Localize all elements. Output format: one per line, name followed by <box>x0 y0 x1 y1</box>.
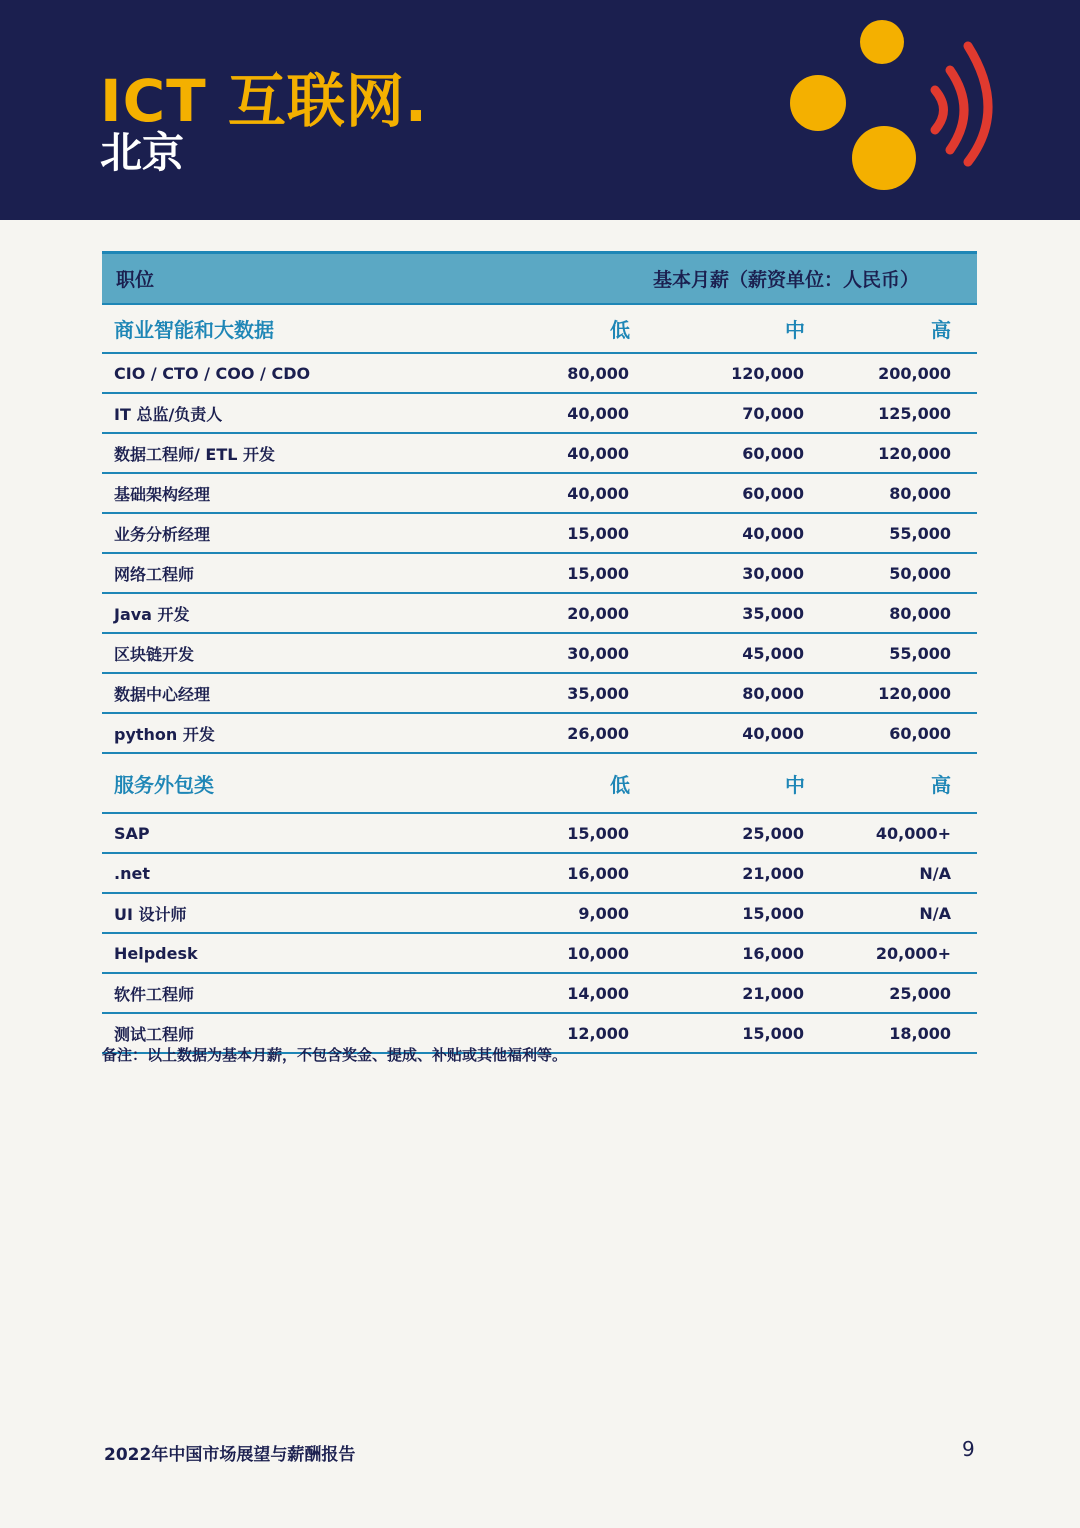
high-label: 高 <box>805 753 977 813</box>
salary-low: 20,000 <box>542 593 630 633</box>
mid-label: 中 <box>630 753 805 813</box>
salary-low: 15,000 <box>542 513 630 553</box>
salary-low: 14,000 <box>542 973 630 1013</box>
salary-low: 16,000 <box>542 853 630 893</box>
job-title: SAP <box>102 813 542 853</box>
low-label: 低 <box>542 753 630 813</box>
table-row <box>102 553 977 593</box>
salary-low: 40,000 <box>542 393 630 433</box>
header-banner <box>0 0 1080 220</box>
salary-high: 40,000+ <box>805 813 977 853</box>
salary-mid: 15,000 <box>630 893 805 933</box>
salary-high: N/A <box>805 893 977 933</box>
salary-mid: 60,000 <box>630 473 805 513</box>
table-header <box>102 253 977 305</box>
salary-low: 80,000 <box>542 353 630 393</box>
salary-high: 20,000+ <box>805 933 977 973</box>
salary-mid: 15,000 <box>630 1013 805 1053</box>
salary-mid: 45,000 <box>630 633 805 673</box>
job-title: python 开发 <box>102 713 542 753</box>
salary-mid: 120,000 <box>630 353 805 393</box>
salary-high: 80,000 <box>805 473 977 513</box>
salary-mid: 21,000 <box>630 973 805 1013</box>
job-title: 区块链开发 <box>102 633 542 673</box>
salary-high: 120,000 <box>805 433 977 473</box>
salary-high: 120,000 <box>805 673 977 713</box>
salary-high: 60,000 <box>805 713 977 753</box>
salary-high: 55,000 <box>805 513 977 553</box>
salary-low: 10,000 <box>542 933 630 973</box>
salary-mid: 40,000 <box>630 513 805 553</box>
salary-mid: 25,000 <box>630 813 805 853</box>
salary-high: 25,000 <box>805 973 977 1013</box>
table-row <box>102 673 977 713</box>
table-row <box>102 893 977 933</box>
salary-mid: 35,000 <box>630 593 805 633</box>
salary-mid: 40,000 <box>630 713 805 753</box>
salary-high: 200,000 <box>805 353 977 393</box>
job-title: 网络工程师 <box>102 553 542 593</box>
job-title: 数据中心经理 <box>102 673 542 713</box>
table-row <box>102 593 977 633</box>
salary-low: 40,000 <box>542 433 630 473</box>
table-row <box>102 853 977 893</box>
footnote: 备注：以上数据为基本月薪，不包含奖金、提成、补贴或其他福利等。 <box>102 1046 568 1064</box>
section-header-row <box>102 304 977 353</box>
mid-label: 中 <box>630 304 805 353</box>
salary-low: 26,000 <box>542 713 630 753</box>
section-name: 服务外包类 <box>102 753 542 813</box>
salary-high: 55,000 <box>805 633 977 673</box>
job-title: 基础架构经理 <box>102 473 542 513</box>
table-row <box>102 933 977 973</box>
signal-dots-logo-icon <box>780 14 1020 204</box>
low-label: 低 <box>542 304 630 353</box>
salary-high: 18,000 <box>805 1013 977 1053</box>
job-title: 测试工程师 <box>102 1013 542 1053</box>
report-title: 2022年中国市场展望与薪酬报告 <box>104 1445 356 1465</box>
job-title: Java 开发 <box>102 593 542 633</box>
job-title: .net <box>102 853 542 893</box>
job-title: 软件工程师 <box>102 973 542 1013</box>
table-row <box>102 513 977 553</box>
city-subtitle: 北京 <box>100 128 185 177</box>
job-title: 业务分析经理 <box>102 513 542 553</box>
table-row <box>102 473 977 513</box>
salary-low: 35,000 <box>542 673 630 713</box>
page-title: ICT 互联网. <box>100 67 428 135</box>
section-bi-bigdata <box>102 304 977 753</box>
table-row <box>102 353 977 393</box>
salary-low: 12,000 <box>542 1013 630 1053</box>
job-title: Helpdesk <box>102 933 542 973</box>
high-label: 高 <box>805 304 977 353</box>
salary-column-header: 基本月薪（薪资单位：人民币） <box>542 253 977 305</box>
salary-mid: 21,000 <box>630 853 805 893</box>
section-outsourcing <box>102 753 977 1053</box>
salary-mid: 30,000 <box>630 553 805 593</box>
salary-high: 125,000 <box>805 393 977 433</box>
job-title: IT 总监/负责人 <box>102 393 542 433</box>
salary-high: N/A <box>805 853 977 893</box>
section-header-row <box>102 753 977 813</box>
table-row <box>102 713 977 753</box>
table-row <box>102 813 977 853</box>
table-row <box>102 973 977 1013</box>
salary-mid: 16,000 <box>630 933 805 973</box>
salary-mid: 80,000 <box>630 673 805 713</box>
salary-low: 40,000 <box>542 473 630 513</box>
table-row <box>102 633 977 673</box>
table-row <box>102 433 977 473</box>
table-row <box>102 393 977 433</box>
page-number: 9 <box>962 1437 975 1461</box>
salary-low: 30,000 <box>542 633 630 673</box>
position-column-header: 职位 <box>102 253 542 305</box>
salary-high: 50,000 <box>805 553 977 593</box>
salary-low: 15,000 <box>542 813 630 853</box>
job-title: CIO / CTO / COO / CDO <box>102 353 542 393</box>
salary-mid: 70,000 <box>630 393 805 433</box>
salary-mid: 60,000 <box>630 433 805 473</box>
job-title: UI 设计师 <box>102 893 542 933</box>
salary-high: 80,000 <box>805 593 977 633</box>
salary-low: 9,000 <box>542 893 630 933</box>
section-name: 商业智能和大数据 <box>102 304 542 353</box>
salary-table <box>102 251 977 1054</box>
job-title: 数据工程师/ ETL 开发 <box>102 433 542 473</box>
salary-low: 15,000 <box>542 553 630 593</box>
